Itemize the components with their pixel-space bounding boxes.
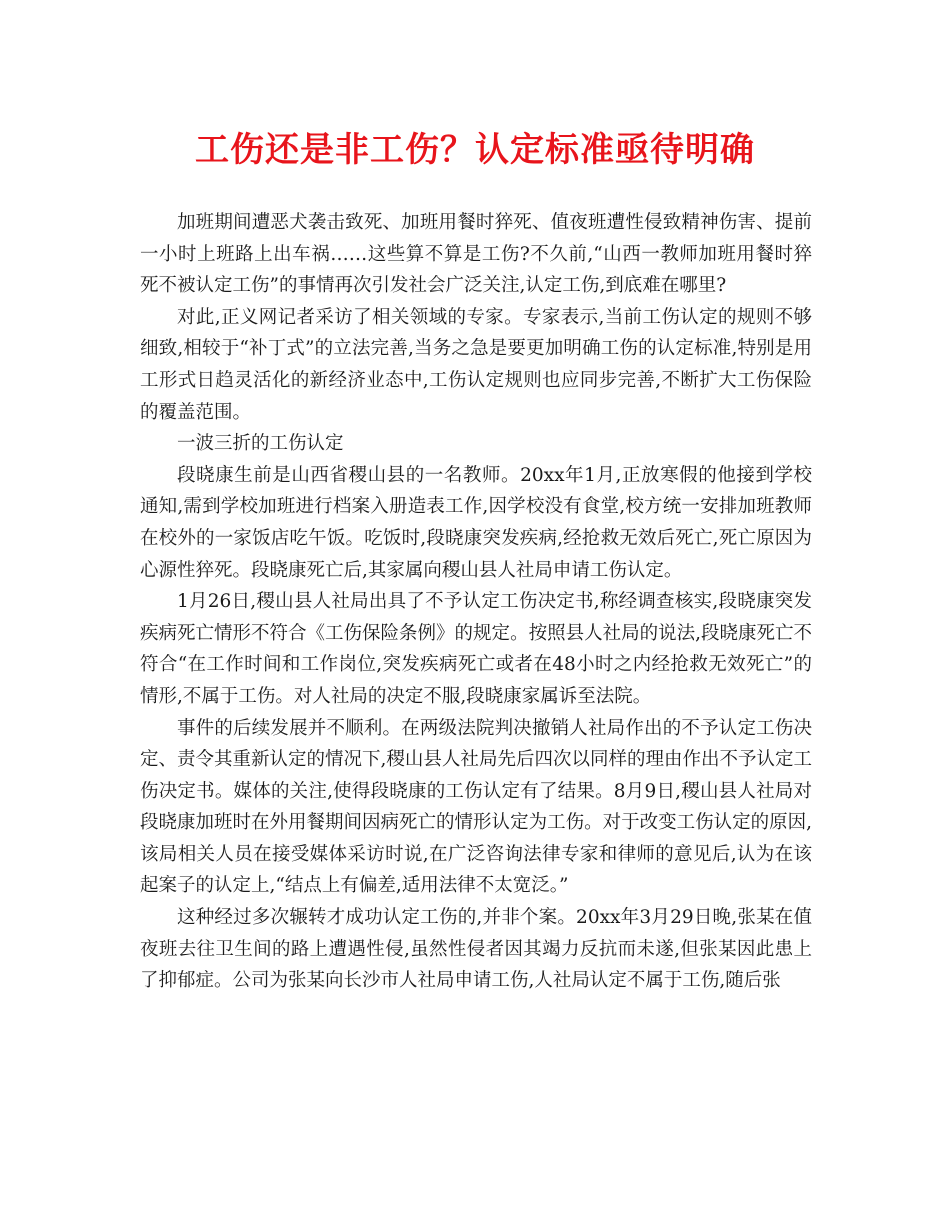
section-heading: 一波三折的工伤认定 <box>177 433 344 455</box>
paragraph: 段晓康生前是山西省稷山县的一名教师。20xx年1月,正放寒假的他接到学校通知,需到学校加班进行档案入册造表工作,因学校没有食堂,校方统一安排加班教师在校外的一家饭店吃午饭。吃饭时,段晓康突发疾病,经抢救无效后死亡,死亡原因为心源性猝死。段晓康死亡后,其家属向稷山县人社局申请工伤认定。 <box>140 464 812 581</box>
paragraph: 1月26日,稷山县人社局出具了不予认定工伤决定书,称经调查核实,段晓康突发疾病死亡情形不符合《工伤保险条例》的规定。按照县人社局的说法,段晓康死亡不符合“在工作时间和工作岗位,突发疾病死亡或者在48小时之内经抢救无效死亡”的情形,不属于工伤。对人社局的决定不服,段晓康家属诉至法院。 <box>140 591 812 707</box>
paragraph: 这种经过多次辗转才成功认定工伤的,并非个案。20xx年3月29日晚,张某在值夜班去往卫生间的路上遭遇性侵,虽然性侵者因其竭力反抗而未遂,但张某因此患上了抑郁症。公司为张某向长沙市人社局申请工伤,人社局认定不属于工伤,随后张 <box>140 907 812 992</box>
paragraph: 加班期间遭恶犬袭击致死、加班用餐时猝死、值夜班遭性侵致精神伤害、提前一小时上班路上出车祸……这些算不算是工伤?不久前,“山西一教师加班用餐时猝死不被认定工伤”的事情再次引发社会广泛关注,认定工伤,到底难在哪里? <box>140 212 812 297</box>
document-body <box>140 207 812 997</box>
paragraph: 对此,正义网记者采访了相关领域的专家。专家表示,当前工伤认定的规则不够细致,相较于“补丁式”的立法完善,当务之急是要更加明确工伤的认定标准,特别是用工形式日趋灵活化的新经济业态中,工伤认定规则也应同步完善,不断扩大工伤保险的覆盖范围。 <box>140 306 812 423</box>
paragraph: 事件的后续发展并不顺利。在两级法院判决撤销人社局作出的不予认定工伤决定、责令其重新认定的情况下,稷山县人社局先后四次以同样的理由作出不予认定工伤决定书。媒体的关注,使得段晓康的工伤认定有了结果。8月9日,稷山县人社局对段晓康加班时在外用餐期间因病死亡的情形认定为工伤。对于改变工伤认定的原因,该局相关人员在接受媒体采访时说,在广泛咨询法律专家和律师的意见后,认为在该起案子的认定上,“结点上有偏差,适用法律不太宽泛。” <box>140 717 812 897</box>
document-title: 工伤还是非工伤？认定标准亟待明确 <box>195 130 755 170</box>
